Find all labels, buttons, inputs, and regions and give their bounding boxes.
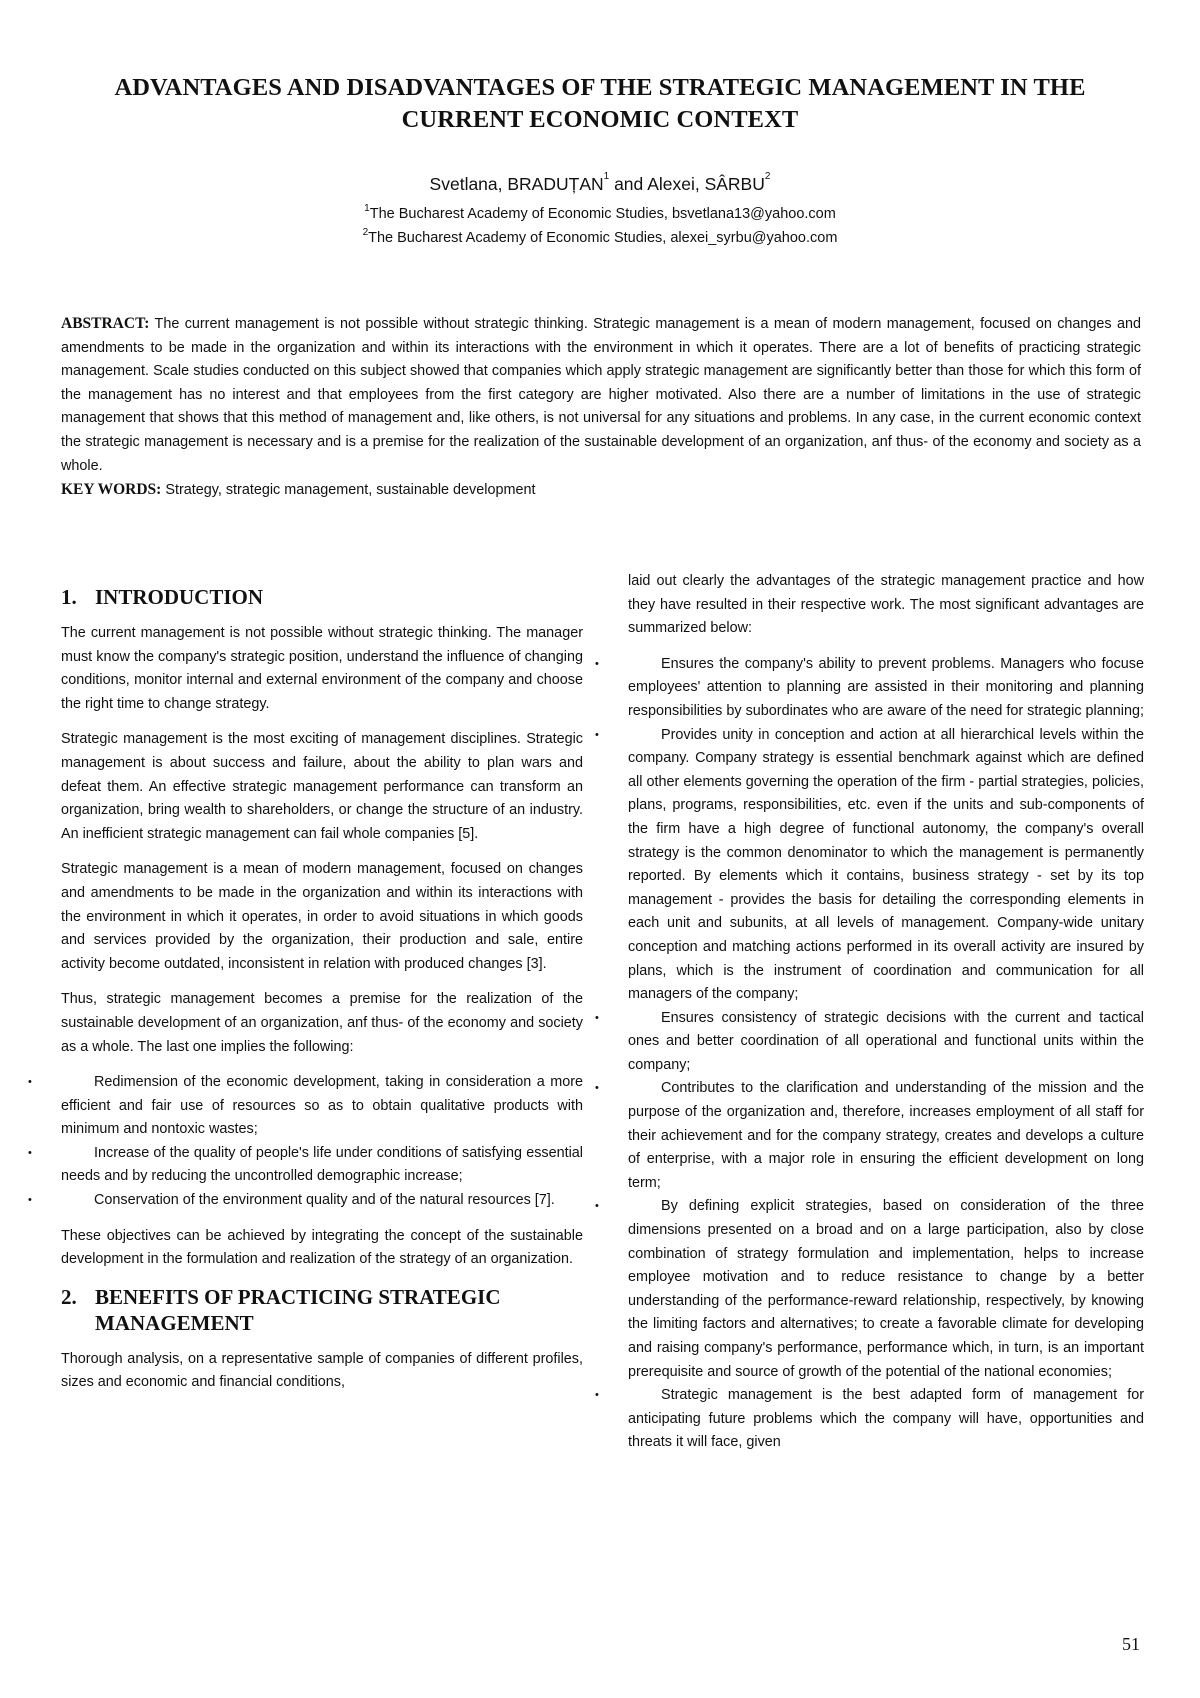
right-column	[628, 570, 1144, 1467]
section-heading-introduction	[61, 584, 583, 610]
abstract-paragraph	[61, 312, 1141, 478]
keywords-text: Strategy, strategic management, sustainable development	[165, 482, 536, 499]
body-paragraph: laid out clearly the advantages of the strategic management practice and how they have resulted in their respective work. The most significant advantages are summarized below:	[628, 573, 1144, 637]
left-column	[61, 580, 583, 1407]
section-title: INTRODUCTION	[95, 585, 264, 609]
author-line	[60, 172, 1140, 196]
bullet-item: • By defining explicit strategies, based on consideration of the three dimensions presented on a broad and on a large participation, also by close combination of strategy formulation and implementation, helps to increase employee motivation and to reduce resistance to change by a better understanding of the performance-reward relationship, respectively, by knowing the limiting factors and alternatives; to create a favorable climate for developing and raising company's performance, performance which, in turn, is an important prerequisite and source of growth of the potential of the national economies;	[628, 1195, 1144, 1384]
section-number: 1.	[61, 585, 77, 609]
bullet-item: • Contributes to the clarification and understanding of the mission and the purpose of the organization and, therefore, increases employment of all staff for their achievement and for the company strategy, creates and develops a culture of enterprise, with a major role in ensuring the efficient development on long term;	[628, 1077, 1144, 1195]
keywords-paragraph	[61, 478, 1141, 503]
bullet-item: • Ensures consistency of strategic decisions with the current and tactical ones and better coordination of all operational and functional units within the company;	[628, 1007, 1144, 1078]
bullet-item: • Increase of the quality of people's life under conditions of satisfying essential needs and by reducing the uncontrolled demographic increase;	[61, 1142, 583, 1189]
abstract-block	[61, 312, 1141, 503]
affiliation-text: The Bucharest Academy of Economic Studies, bsvetlana13@yahoo.com	[369, 206, 836, 222]
bullet-item: • Redimension of the economic development, taking in consideration a more efficient and fair use of resources so as to obtain qualitative products with minimum and nontoxic wastes;	[61, 1071, 583, 1142]
abstract-text: The current management is not possible without strategic thinking. Strategic management is a mean of modern management, focused on changes and amendments to be made in the organization and within its interactions with the environment in which it operates. There are a lot of benefits of practicing strategic management. Scale studies conducted on this subject showed that companies which apply strategic management are significantly better than those for which this form of the management has no interest and that employees from the first category are higher motivated. Also there are a number of limitations in the use of strategic management that shows that this method of management and, like others, is not universal for any situations and problems. In any case, in the current economic context the strategic management is necessary and is a premise for the realization of the sustainable development of an organization, anf thus- of the economy and society as a whole.	[61, 316, 1141, 474]
paper-title: ADVANTAGES AND DISADVANTAGES OF THE STRATEGIC MANAGEMENT IN THE CURRENT ECONOMIC CONTEXT	[114, 74, 1086, 133]
section-number: 2.	[61, 1284, 77, 1309]
body-paragraph: The current management is not possible without strategic thinking. The manager must know the company's strategic position, understand the influence of changing conditions, monitor internal and external environment of the company and choose the right time to change strategy.	[61, 625, 583, 712]
author-1: Svetlana, BRADUȚAN	[429, 174, 604, 194]
bullet-item: • Ensures the company's ability to prevent problems. Managers who focuse employees' attention to planning are assisted in their monitoring and planning responsibilities by subordinates who are aware of the need for strategic planning;	[628, 653, 1144, 724]
affiliation-sup: 2	[362, 227, 369, 238]
keywords-label: KEY WORDS:	[61, 481, 162, 499]
affiliation-2	[60, 228, 1140, 248]
sustainability-bullet-list	[61, 1071, 583, 1213]
affiliation-sup: 1	[364, 203, 370, 214]
body-paragraph: These objectives can be achieved by integrating the concept of the sustainable development in the formulation and realization of the strategy of an organization.	[61, 1227, 583, 1268]
author-2: Alexei, SÂRBU	[647, 174, 765, 194]
section-heading-benefits	[61, 1284, 583, 1336]
body-paragraph: Thus, strategic management becomes a premise for the realization of the sustainable development of an organization, anf thus- of the economy and society as a whole. The last one implies the following:	[61, 991, 583, 1055]
body-paragraph: Strategic management is the most exciting of management disciplines. Strategic management is about success and failure, about the ability to plan wars and defeat them. An effective strategic management performance can transform an organization, bring wealth to shareholders, or change the structure of an industry. An inefficient strategic management can fail whole companies [5].	[61, 731, 583, 842]
abstract-label: ABSTRACT:	[61, 315, 150, 332]
bullet-item: • Provides unity in conception and action at all hierarchical levels within the company. Company strategy is essential benchmark against which are defined all other elements governing the operation of the firm - partial strategies, policies, plans, programs, responsibilities, etc. even if the units and sub-components of the firm have a high degree of functional autonomy, the company's overall strategy is the common denominator to which the management is permanently reported. By elements which it contains, business strategy - set by its top management - provides the basis for detailing the corresponding elements in each unit and subunits, at all levels of management. Company-wide unitary conception and matching actions performed in its overall activity are insured by plans, which is the instrument of coordination and communication for all managers of the company;	[628, 724, 1144, 1007]
affiliation-text: The Bucharest Academy of Economic Studies, alexei_syrbu@yahoo.com	[368, 230, 838, 246]
page-number: 51	[1122, 1634, 1140, 1654]
author-conjunction: and	[614, 174, 644, 194]
section-title: BENEFITS OF PRACTICING STRATEGIC MANAGEMENT	[95, 1284, 501, 1335]
author-2-sup: 2	[764, 171, 771, 182]
body-paragraph: Thorough analysis, on a representative sample of companies of different profiles, sizes and economic and financial conditions,	[61, 1350, 583, 1391]
author-1-sup: 1	[603, 171, 610, 182]
body-paragraph: Strategic management is a mean of modern management, focused on changes and amendments to be made in the organization and within its interactions with the environment in which it operates, in order to avoid situations in which goods and services provided by the organization, their production and sale, entire activity become outdated, inconsistent in relation with produced changes [3].	[61, 861, 583, 972]
affiliation-1	[60, 204, 1140, 224]
bullet-item: • Strategic management is the best adapted form of management for anticipating future problems which the company will have, opportunities and threats it will face, given	[628, 1384, 1144, 1455]
bullet-item: • Conservation of the environment quality and of the natural resources [7].	[61, 1189, 583, 1213]
advantages-bullet-list	[628, 653, 1144, 1455]
